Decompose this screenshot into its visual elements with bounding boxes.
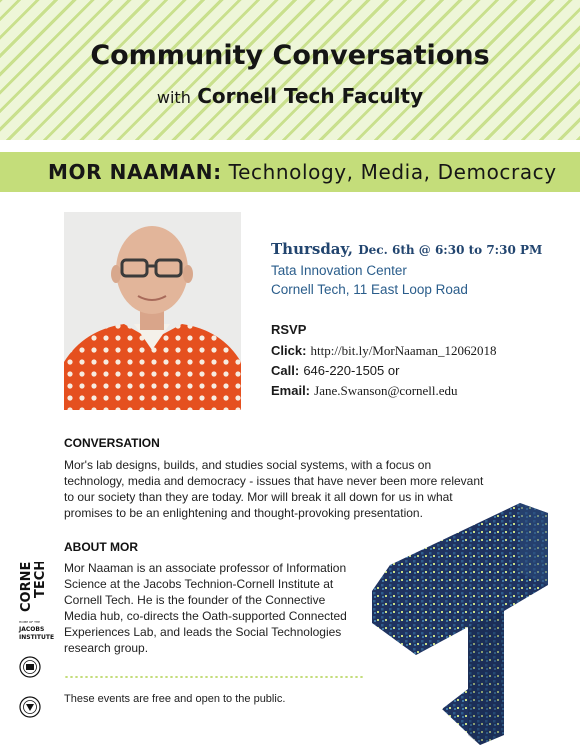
rsvp-link[interactable]: http://bit.ly/MorNaaman_12062018 [310, 343, 497, 358]
event-date [271, 240, 571, 258]
banner-text [48, 160, 557, 184]
event-day: Thursday, [271, 240, 354, 258]
footer-divider [64, 676, 364, 678]
logo-tech: TECH [33, 562, 48, 598]
conversation-heading: CONVERSATION [64, 436, 160, 450]
seal-icon [20, 657, 40, 677]
about-body: Mor Naaman is an associate professor of Information Science at the Jacobs Technion-Cornell Institute at Cornell Tech. He is the founder of the Connective Media hub, co-directs the Oath-supported Connected Experiences Lab, and leads the Social Technologies research group. [64, 561, 347, 655]
speaker-banner [0, 152, 580, 192]
speaker-photo [64, 212, 241, 410]
event-details [271, 240, 571, 299]
rsvp-phone: 646-220-1505 or [303, 363, 400, 378]
rsvp-heading: RSVP [271, 322, 307, 337]
event-time: Dec. 6th @ 6:30 to 7:30 PM [358, 243, 543, 257]
logo-home-of: HOME OF THE [19, 620, 41, 624]
talk-topic: Technology, Media, Democracy [228, 160, 557, 184]
event-address: Cornell Tech, 11 East Loop Road [271, 282, 468, 297]
rsvp-call-label: Call: [271, 363, 300, 378]
seal-icon [20, 697, 40, 717]
conversation-body: Mor's lab designs, builds, and studies social systems, with a focus on technology, media and democracy - issues that have never been more relevant to our society than they are today. Mor will break it all down for us in what promises to be an enlightening and thought-provoking presentation. [64, 458, 484, 520]
rsvp-click-label: Click: [271, 343, 307, 358]
rsvp-click-row [271, 341, 571, 361]
subtitle-org: Cornell Tech Faculty [197, 84, 424, 108]
speaker-name: MOR NAAMAN: [48, 160, 222, 184]
event-venue: Tata Innovation Center [271, 263, 407, 278]
rsvp-call-row [271, 361, 571, 381]
page-title: Community Conversations [90, 40, 490, 71]
footer-note: These events are free and open to the public. [64, 693, 286, 705]
cornell-tech-logo [14, 562, 54, 728]
about-heading: ABOUT MOR [64, 540, 138, 554]
rsvp-email-row [271, 381, 571, 401]
rsvp-email-label: Email: [271, 383, 311, 398]
page-subtitle [0, 84, 580, 108]
rsvp-email[interactable]: Jane.Swanson@cornell.edu [314, 383, 458, 398]
logo-cornell: CORNELL [19, 562, 34, 612]
logo-institute: INSTITUTE [19, 634, 54, 641]
subtitle-with: with [156, 88, 191, 107]
cornell-tech-t-graphic [372, 503, 578, 745]
logo-jacobs: JACOBS [19, 626, 45, 633]
rsvp-block [271, 320, 571, 401]
